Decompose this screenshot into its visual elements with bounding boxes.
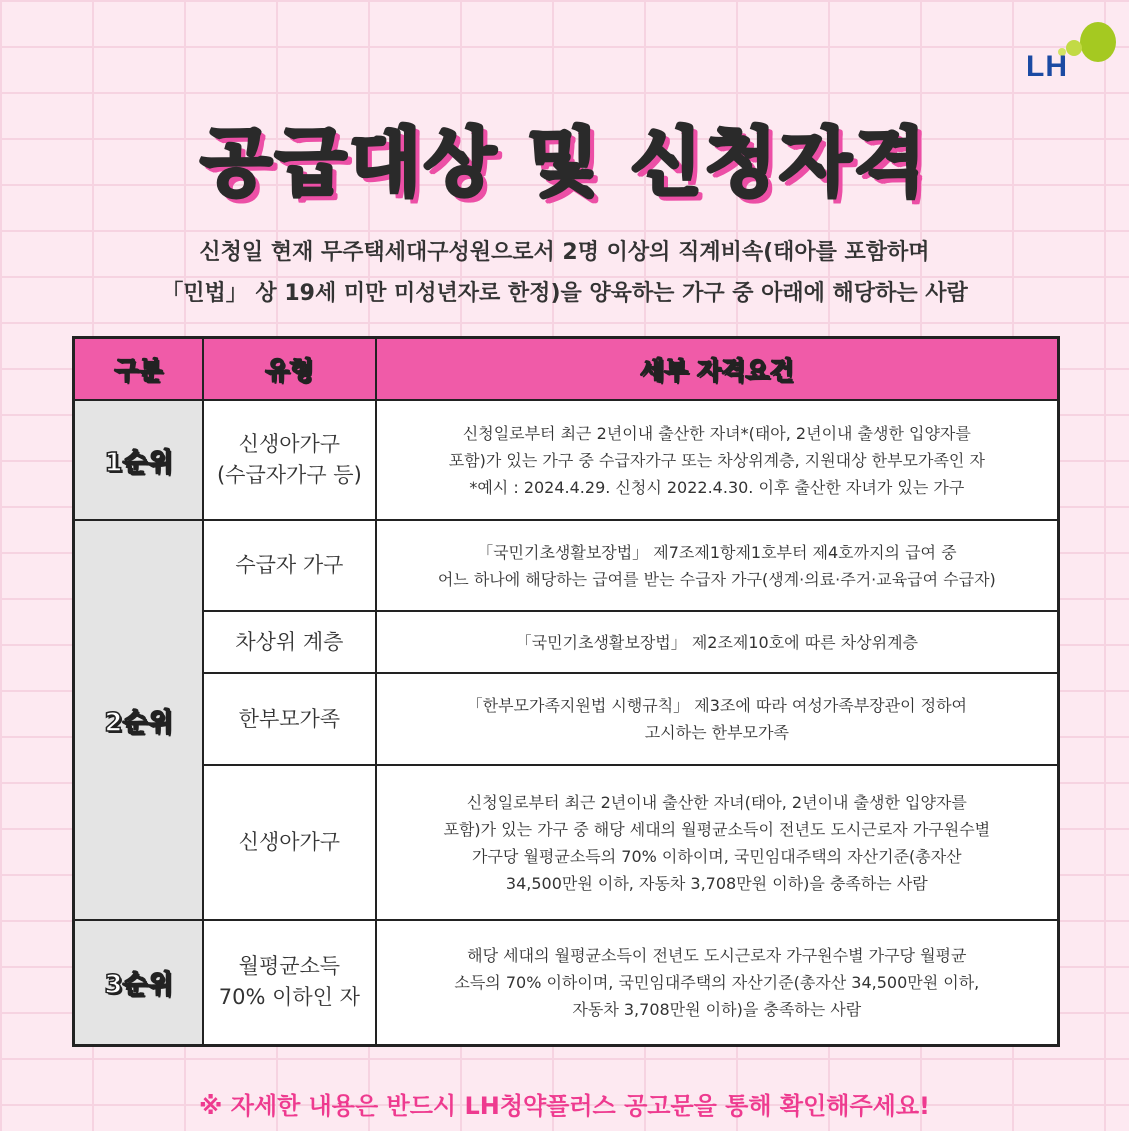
- table-header-row: [74, 338, 1059, 401]
- type-cell: 한부모가족: [203, 673, 376, 765]
- type-line: 신생아가구: [238, 432, 341, 456]
- detail-line: 가구당 월평균소득의 70% 이하이며, 국민임대주택의 자산기준(총자산: [472, 846, 962, 866]
- detail-line: 「국민기초생활보장법」 제7조제1항제1호부터 제4호까지의 급여 중: [477, 542, 957, 562]
- detail-line: 해당 세대의 월평균소득이 전년도 도시근로자 가구원수별 가구당 월평균: [467, 945, 967, 965]
- type-line: (수급자가구 등): [216, 463, 362, 487]
- type-line: 70% 이하인 자: [218, 985, 360, 1010]
- detail-line: 고시하는 한부모가족: [644, 723, 789, 742]
- intro-line: 「민법」 상 19세 미만 미성년자로 한정)을 양육하는 가구 중 아래에 해당하는 사람: [161, 281, 968, 306]
- table-row: [74, 520, 1059, 611]
- detail-cell: [376, 520, 1059, 611]
- detail-line: 포함)가 있는 가구 중 수급자가구 또는 차상위계층, 지원대상 한부모가족인 자: [448, 450, 985, 470]
- table-row: [74, 673, 1059, 765]
- header-type: 유형: [203, 338, 376, 401]
- table-row: [74, 920, 1059, 1045]
- type-line: 월평균소득: [238, 954, 341, 979]
- rank-3-label: 3순위: [74, 920, 204, 1045]
- table-row: [74, 400, 1059, 520]
- detail-line: 신청일로부터 최근 2년이내 출산한 자녀*(태아, 2년이내 출생한 입양자를: [462, 423, 971, 443]
- table-row: [74, 611, 1059, 673]
- eligibility-table: [72, 336, 1060, 1047]
- detail-line: 어느 하나에 해당하는 급여를 받는 수급자 가구(생계·의료·주거·교육급여 수급자): [437, 569, 996, 589]
- logo-ball-icon: [1080, 22, 1116, 62]
- lh-logo: [1024, 18, 1120, 82]
- type-cell: 차상위 계층: [203, 611, 376, 673]
- detail-line: 34,500만원 이하, 자동차 3,708만원 이하)을 충족하는 사람: [505, 873, 928, 893]
- footnote-notice: ※ 자세한 내용은 반드시 LH청약플러스 공고문을 통해 확인해주세요!: [199, 1092, 930, 1120]
- detail-line: 「국민기초생활보장법」 제2조제10호에 따른 차상위계층: [515, 632, 918, 652]
- detail-cell: [376, 920, 1059, 1045]
- detail-line: 신청일로부터 최근 2년이내 출산한 자녀(태아, 2년이내 출생한 입양자를: [466, 792, 967, 812]
- detail-cell: [376, 400, 1059, 520]
- detail-cell: [376, 611, 1059, 673]
- detail-line: 소득의 70% 이하이며, 국민임대주택의 자산기준(총자산 34,500만원 이하,: [454, 972, 980, 992]
- detail-cell: [376, 673, 1059, 765]
- header-category: 구분: [74, 338, 204, 401]
- type-cell: [203, 920, 376, 1045]
- detail-line: 포함)가 있는 가구 중 해당 세대의 월평균소득이 전년도 도시근로자 가구원수별: [443, 819, 991, 839]
- detail-line: 자동차 3,708만원 이하)을 충족하는 사람: [572, 999, 862, 1019]
- logo-ball-icon: [1066, 40, 1082, 56]
- logo-text: LH: [1026, 50, 1068, 83]
- type-cell: 수급자 가구: [203, 520, 376, 611]
- page-title: 공급대상 및 신청자격: [200, 120, 929, 206]
- intro-text: [0, 232, 1129, 314]
- table-row: [74, 765, 1059, 920]
- type-cell: 신생아가구: [203, 765, 376, 920]
- header-detail: 세부 자격요건: [376, 338, 1059, 401]
- type-cell: [203, 400, 376, 520]
- rank-2-label: 2순위: [74, 520, 204, 920]
- intro-line: 신청일 현재 무주택세대구성원으로서 2명 이상의 직계비속(태아를 포함하며: [199, 240, 930, 265]
- rank-1-label: 1순위: [74, 400, 204, 520]
- detail-line: *예시 : 2024.4.29. 신청시 2022.4.30. 이후 출산한 자녀가 있는 가구: [469, 477, 965, 497]
- detail-cell: [376, 765, 1059, 920]
- detail-line: 「한부모가족지원법 시행규칙」 제3조에 따라 여성가족부장관이 정하여: [466, 696, 968, 715]
